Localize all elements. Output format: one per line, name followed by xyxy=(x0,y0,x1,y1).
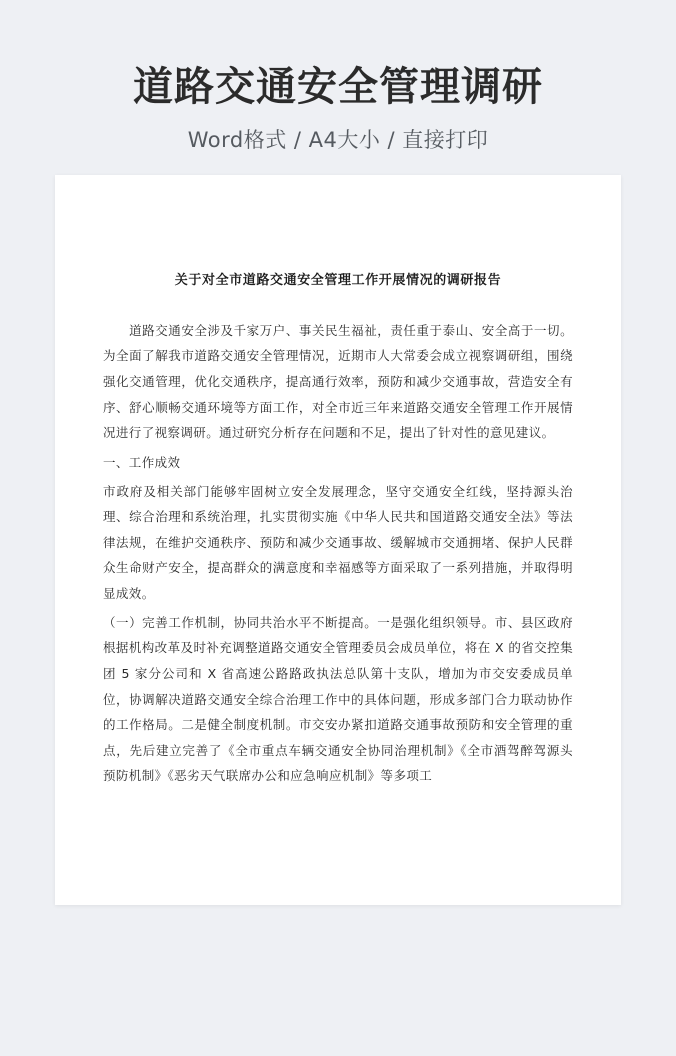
page-subtitle: Word格式 / A4大小 / 直接打印 xyxy=(187,128,489,152)
document-sheet xyxy=(55,175,621,905)
page-title: 道路交通安全管理调研 xyxy=(133,64,543,110)
document-content xyxy=(55,175,621,789)
preview-header xyxy=(0,0,676,154)
section-heading: 一、工作成效 xyxy=(103,454,181,470)
paragraph: （一）完善工作机制，协同共治水平不断提高。一是强化组织领导。市、县区政府根据机构改革及时补充调整道路交通安全管理委员会成员单位，将在 X 的省交控集团 5 家分公司和 X 省高速公路路政执法总队第十支队，增加为市交安委成员单位，协调解决道路交通安全综合治理工作中的具体问题，形成多部门合力联动协作的工作格局。二是健全制度机制。市交安办紧扣道路交通事故预防和安全管理的重点，先后建立完善了《全市重点车辆交通安全协同治理机制》《全市酒驾醉驾源头预防机制》《恶劣天气联席办公和应急响应机制》等多项工 xyxy=(103,614,573,784)
paragraph: 市政府及相关部门能够牢固树立安全发展理念，坚守交通安全红线，坚持源头治理、综合治理和系统治理，扎实贯彻实施《中华人民共和国道路交通安全法》等法律法规，在维护交通秩序、预防和减少交通事故、缓解城市交通拥堵、保护人民群众生命财产安全，提高群众的满意度和幸福感等方面采取了一系列措施，并取得明显成效。 xyxy=(103,483,573,602)
document-title: 关于对全市道路交通安全管理工作开展情况的调研报告 xyxy=(174,273,502,288)
paragraph: 道路交通安全涉及千家万户、事关民生福祉，责任重于泰山、安全高于一切。为全面了解我市道路交通安全管理情况，近期市人大常委会成立视察调研组，围绕强化交通管理，优化交通秩序，提高通行效率，预防和减少交通事故，营造安全有序、舒心顺畅交通环境等方面工作，对全市近三年来道路交通安全管理工作开展情况进行了视察调研。通过研究分析存在问题和不足，提出了针对性的意见建议。 xyxy=(103,322,573,441)
document-body xyxy=(103,318,573,789)
bottom-fade xyxy=(55,869,621,905)
